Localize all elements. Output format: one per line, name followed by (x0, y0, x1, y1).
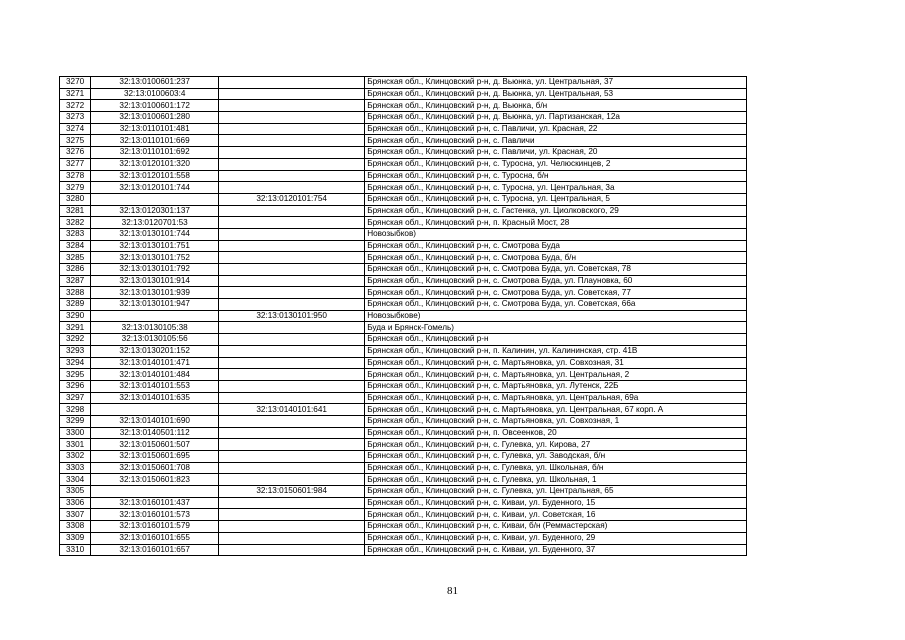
cadastral-number-cell: 32:13:0130101:939 (91, 287, 219, 299)
table-row (60, 544, 747, 556)
cadastral-number-alt-cell (219, 100, 365, 112)
cadastral-number-cell: 32:13:0130101:744 (91, 228, 219, 240)
row-number-cell: 3301 (60, 439, 91, 451)
cadastral-number-cell: 32:13:0160101:579 (91, 521, 219, 533)
address-cell: Брянская обл., Клинцовский р-н, с. Киваи, б/н (Реммастерская) (365, 521, 747, 533)
address-cell: Брянская обл., Клинцовский р-н, с. Гулевка, ул. Центральная, 65 (365, 486, 747, 498)
cadastral-number-alt-cell (219, 369, 365, 381)
table-row (60, 357, 747, 369)
address-cell: Брянская обл., Клинцовский р-н, с. Смотрова Буда, б/н (365, 252, 747, 264)
cadastral-number-cell: 32:13:0140101:635 (91, 392, 219, 404)
cadastral-number-cell: 32:13:0100603:4 (91, 88, 219, 100)
row-number-cell: 3305 (60, 486, 91, 498)
row-number-cell: 3310 (60, 544, 91, 556)
table-row (60, 135, 747, 147)
table-row (60, 380, 747, 392)
row-number-cell: 3308 (60, 521, 91, 533)
cadastral-number-alt-cell: 32:13:0130101:950 (219, 310, 365, 322)
row-number-cell: 3271 (60, 88, 91, 100)
address-cell: Брянская обл., Клинцовский р-н, с. Туросна, б/н (365, 170, 747, 182)
cadastral-number-cell: 32:13:0140101:690 (91, 415, 219, 427)
cadastral-number-cell: 32:13:0150601:823 (91, 474, 219, 486)
address-cell: Брянская обл., Клинцовский р-н, с. Гулевка, ул. Заводская, б/н (365, 451, 747, 463)
cadastral-number-alt-cell (219, 205, 365, 217)
cadastral-number-alt-cell (219, 170, 365, 182)
address-cell: Брянская обл., Клинцовский р-н (365, 334, 747, 346)
cadastral-number-alt-cell (219, 392, 365, 404)
cadastral-number-cell: 32:13:0160101:573 (91, 509, 219, 521)
cadastral-number-alt-cell (219, 380, 365, 392)
cadastral-number-alt-cell: 32:13:0150601:984 (219, 486, 365, 498)
address-cell: Брянская обл., Клинцовский р-н, с. Киваи, ул. Буденного, 29 (365, 532, 747, 544)
row-number-cell: 3296 (60, 380, 91, 392)
cadastral-number-cell: 32:13:0140101:471 (91, 357, 219, 369)
row-number-cell: 3289 (60, 299, 91, 311)
cadastral-number-alt-cell (219, 357, 365, 369)
address-cell: Брянская обл., Клинцовский р-н, д. Вьюнка, ул. Партизанская, 12а (365, 112, 747, 124)
address-cell: Брянская обл., Клинцовский р-н, с. Мартьяновка, ул. Центральная, 67 корп. А (365, 404, 747, 416)
table-row (60, 217, 747, 229)
row-number-cell: 3276 (60, 147, 91, 159)
address-cell: Новозыбков) (365, 228, 747, 240)
row-number-cell: 3285 (60, 252, 91, 264)
table-row (60, 170, 747, 182)
address-cell: Брянская обл., Клинцовский р-н, с. Смотрова Буда, ул. Советская, 77 (365, 287, 747, 299)
table-row (60, 147, 747, 159)
table-row (60, 415, 747, 427)
cadastral-number-alt-cell (219, 228, 365, 240)
address-cell: Брянская обл., Клинцовский р-н, с. Мартьяновка, ул. Центральная, 2 (365, 369, 747, 381)
row-number-cell: 3279 (60, 182, 91, 194)
cadastral-number-alt-cell (219, 77, 365, 89)
cadastral-number-alt-cell (219, 427, 365, 439)
row-number-cell: 3270 (60, 77, 91, 89)
row-number-cell: 3295 (60, 369, 91, 381)
address-cell: Брянская обл., Клинцовский р-н, д. Вьюнка, ул. Центральная, 53 (365, 88, 747, 100)
cadastral-number-cell: 32:13:0120101:558 (91, 170, 219, 182)
cadastral-number-alt-cell (219, 544, 365, 556)
address-cell: Брянская обл., Клинцовский р-н, с. Киваи, ул. Советская, 16 (365, 509, 747, 521)
cadastral-number-alt-cell (219, 252, 365, 264)
table-row (60, 392, 747, 404)
row-number-cell: 3307 (60, 509, 91, 521)
table-row (60, 509, 747, 521)
cadastral-number-alt-cell (219, 334, 365, 346)
address-cell: Брянская обл., Клинцовский р-н, с. Павличи, ул. Красная, 22 (365, 123, 747, 135)
address-cell: Брянская обл., Клинцовский р-н, с. Мартьяновка, ул. Совхозная, 1 (365, 415, 747, 427)
table-row (60, 205, 747, 217)
table-row (60, 240, 747, 252)
table-row (60, 486, 747, 498)
row-number-cell: 3278 (60, 170, 91, 182)
table-row (60, 497, 747, 509)
row-number-cell: 3300 (60, 427, 91, 439)
table-row (60, 474, 747, 486)
table-row (60, 100, 747, 112)
table-row (60, 158, 747, 170)
address-cell: Брянская обл., Клинцовский р-н, п. Красный Мост, 28 (365, 217, 747, 229)
table-row (60, 427, 747, 439)
cadastral-number-alt-cell (219, 123, 365, 135)
table-row (60, 310, 747, 322)
row-number-cell: 3275 (60, 135, 91, 147)
table-row (60, 369, 747, 381)
address-cell: Брянская обл., Клинцовский р-н, с. Киваи, ул. Буденного, 37 (365, 544, 747, 556)
cadastral-number-cell (91, 310, 219, 322)
address-cell: Брянская обл., Клинцовский р-н, с. Мартьяновка, ул. Центральная, 69а (365, 392, 747, 404)
cadastral-number-cell: 32:13:0150601:695 (91, 451, 219, 463)
cadastral-number-alt-cell (219, 462, 365, 474)
row-number-cell: 3303 (60, 462, 91, 474)
table-row (60, 439, 747, 451)
address-cell: Брянская обл., Клинцовский р-н, д. Вьюнка, ул. Центральная, 37 (365, 77, 747, 89)
row-number-cell: 3298 (60, 404, 91, 416)
address-cell: Брянская обл., Клинцовский р-н, с. Павличи (365, 135, 747, 147)
address-cell: Брянская обл., Клинцовский р-н, с. Мартьяновка, ул. Лутенск, 22Б (365, 380, 747, 392)
table-row (60, 77, 747, 89)
row-number-cell: 3282 (60, 217, 91, 229)
row-number-cell: 3290 (60, 310, 91, 322)
row-number-cell: 3304 (60, 474, 91, 486)
address-cell: Брянская обл., Клинцовский р-н, с. Смотрова Буда, ул. Советская, 66а (365, 299, 747, 311)
table-row (60, 462, 747, 474)
cadastral-number-alt-cell (219, 509, 365, 521)
cadastral-number-alt-cell (219, 299, 365, 311)
address-cell: Брянская обл., Клинцовский р-н, с. Гулевка, ул. Школьная, б/н (365, 462, 747, 474)
table-row (60, 275, 747, 287)
cadastral-number-cell: 32:13:0140501:112 (91, 427, 219, 439)
cadastral-number-cell: 32:13:0150601:708 (91, 462, 219, 474)
cadastral-number-alt-cell (219, 147, 365, 159)
cadastral-number-alt-cell (219, 135, 365, 147)
row-number-cell: 3281 (60, 205, 91, 217)
table-row (60, 228, 747, 240)
row-number-cell: 3287 (60, 275, 91, 287)
cadastral-number-alt-cell: 32:13:0120101:754 (219, 193, 365, 205)
cadastral-number-cell (91, 404, 219, 416)
address-cell: Брянская обл., Клинцовский р-н, п. Калинин, ул. Калининская, стр. 41В (365, 345, 747, 357)
row-number-cell: 3286 (60, 264, 91, 276)
table-row (60, 451, 747, 463)
cadastral-number-alt-cell: 32:13:0140101:641 (219, 404, 365, 416)
cadastral-number-cell: 32:13:0130101:752 (91, 252, 219, 264)
cadastral-number-alt-cell (219, 439, 365, 451)
table-row (60, 112, 747, 124)
cadastral-number-cell (91, 486, 219, 498)
address-cell: Брянская обл., Клинцовский р-н, п. Овсеенков, 20 (365, 427, 747, 439)
address-cell: Брянская обл., Клинцовский р-н, с. Гулевка, ул. Школьная, 1 (365, 474, 747, 486)
row-number-cell: 3293 (60, 345, 91, 357)
cadastral-number-cell: 32:13:0100601:172 (91, 100, 219, 112)
cadastral-number-cell: 32:13:0130105:38 (91, 322, 219, 334)
cadastral-number-cell (91, 193, 219, 205)
table-row (60, 264, 747, 276)
cadastral-number-alt-cell (219, 474, 365, 486)
row-number-cell: 3291 (60, 322, 91, 334)
row-number-cell: 3283 (60, 228, 91, 240)
cadastral-number-cell: 32:13:0130101:792 (91, 264, 219, 276)
table-row (60, 334, 747, 346)
cadastral-number-cell: 32:13:0160101:437 (91, 497, 219, 509)
address-cell: Брянская обл., Клинцовский р-н, с. Смотрова Буда, ул. Советская, 78 (365, 264, 747, 276)
cadastral-number-alt-cell (219, 451, 365, 463)
row-number-cell: 3309 (60, 532, 91, 544)
cadastral-number-alt-cell (219, 322, 365, 334)
row-number-cell: 3274 (60, 123, 91, 135)
address-cell: Брянская обл., Клинцовский р-н, с. Гастенка, ул. Циолковского, 29 (365, 205, 747, 217)
row-number-cell: 3299 (60, 415, 91, 427)
row-number-cell: 3294 (60, 357, 91, 369)
cadastral-number-cell: 32:13:0130101:914 (91, 275, 219, 287)
table-row (60, 287, 747, 299)
cadastral-number-alt-cell (219, 532, 365, 544)
cadastral-number-cell: 32:13:0160101:655 (91, 532, 219, 544)
address-cell: Брянская обл., Клинцовский р-н, д. Вьюнка, б/н (365, 100, 747, 112)
cadastral-number-cell: 32:13:0130105:56 (91, 334, 219, 346)
cadastral-number-alt-cell (219, 264, 365, 276)
cadastral-number-alt-cell (219, 275, 365, 287)
table-row (60, 193, 747, 205)
row-number-cell: 3277 (60, 158, 91, 170)
cadastral-number-alt-cell (219, 287, 365, 299)
cadastral-number-cell: 32:13:0110101:481 (91, 123, 219, 135)
cadastral-number-cell: 32:13:0130201:152 (91, 345, 219, 357)
cadastral-number-alt-cell (219, 240, 365, 252)
address-cell: Брянская обл., Клинцовский р-н, с. Смотрова Буда, ул. Плауновка, 60 (365, 275, 747, 287)
row-number-cell: 3288 (60, 287, 91, 299)
cadastral-number-cell: 32:13:0140101:484 (91, 369, 219, 381)
address-cell: Новозыбкове) (365, 310, 747, 322)
table-row (60, 322, 747, 334)
table-row (60, 345, 747, 357)
cadastral-number-cell: 32:13:0150601:507 (91, 439, 219, 451)
cadastral-number-cell: 32:13:0120101:744 (91, 182, 219, 194)
page-number: 81 (447, 585, 458, 597)
cadastral-number-cell: 32:13:0130101:751 (91, 240, 219, 252)
table-row (60, 532, 747, 544)
table-row (60, 252, 747, 264)
cadastral-number-alt-cell (219, 88, 365, 100)
row-number-cell: 3297 (60, 392, 91, 404)
table-row (60, 521, 747, 533)
cadastral-number-alt-cell (219, 345, 365, 357)
address-cell: Брянская обл., Клинцовский р-н, с. Туросна, ул. Челюскинцев, 2 (365, 158, 747, 170)
table-row (60, 182, 747, 194)
address-cell: Брянская обл., Клинцовский р-н, с. Смотрова Буда (365, 240, 747, 252)
table-row (60, 404, 747, 416)
address-cell: Брянская обл., Клинцовский р-н, с. Туросна, ул. Центральная, 3а (365, 182, 747, 194)
row-number-cell: 3302 (60, 451, 91, 463)
address-cell: Брянская обл., Клинцовский р-н, с. Павличи, ул. Красная, 20 (365, 147, 747, 159)
address-cell: Буда и Брянск-Гомель) (365, 322, 747, 334)
cadastral-number-cell: 32:13:0120701:53 (91, 217, 219, 229)
table-row (60, 299, 747, 311)
cadastral-number-cell: 32:13:0160101:657 (91, 544, 219, 556)
cadastral-number-cell: 32:13:0130101:947 (91, 299, 219, 311)
table-row (60, 88, 747, 100)
cadastral-number-alt-cell (219, 182, 365, 194)
property-table (59, 76, 747, 556)
cadastral-number-alt-cell (219, 497, 365, 509)
cadastral-number-cell: 32:13:0140101:553 (91, 380, 219, 392)
row-number-cell: 3306 (60, 497, 91, 509)
cadastral-number-cell: 32:13:0120101:320 (91, 158, 219, 170)
property-table-body (60, 77, 747, 556)
row-number-cell: 3292 (60, 334, 91, 346)
cadastral-number-cell: 32:13:0100601:237 (91, 77, 219, 89)
row-number-cell: 3280 (60, 193, 91, 205)
address-cell: Брянская обл., Клинцовский р-н, с. Мартьяновка, ул. Совхозная, 31 (365, 357, 747, 369)
cadastral-number-cell: 32:13:0100601:280 (91, 112, 219, 124)
row-number-cell: 3273 (60, 112, 91, 124)
cadastral-number-alt-cell (219, 158, 365, 170)
address-cell: Брянская обл., Клинцовский р-н, с. Киваи, ул. Буденного, 15 (365, 497, 747, 509)
cadastral-number-alt-cell (219, 217, 365, 229)
address-cell: Брянская обл., Клинцовский р-н, с. Гулевка, ул. Кирова, 27 (365, 439, 747, 451)
row-number-cell: 3284 (60, 240, 91, 252)
row-number-cell: 3272 (60, 100, 91, 112)
table-row (60, 123, 747, 135)
cadastral-number-alt-cell (219, 415, 365, 427)
cadastral-number-cell: 32:13:0120301:137 (91, 205, 219, 217)
cadastral-number-alt-cell (219, 112, 365, 124)
cadastral-number-cell: 32:13:0110101:692 (91, 147, 219, 159)
cadastral-number-cell: 32:13:0110101:669 (91, 135, 219, 147)
address-cell: Брянская обл., Клинцовский р-н, с. Туросна, ул. Центральная, 5 (365, 193, 747, 205)
cadastral-number-alt-cell (219, 521, 365, 533)
